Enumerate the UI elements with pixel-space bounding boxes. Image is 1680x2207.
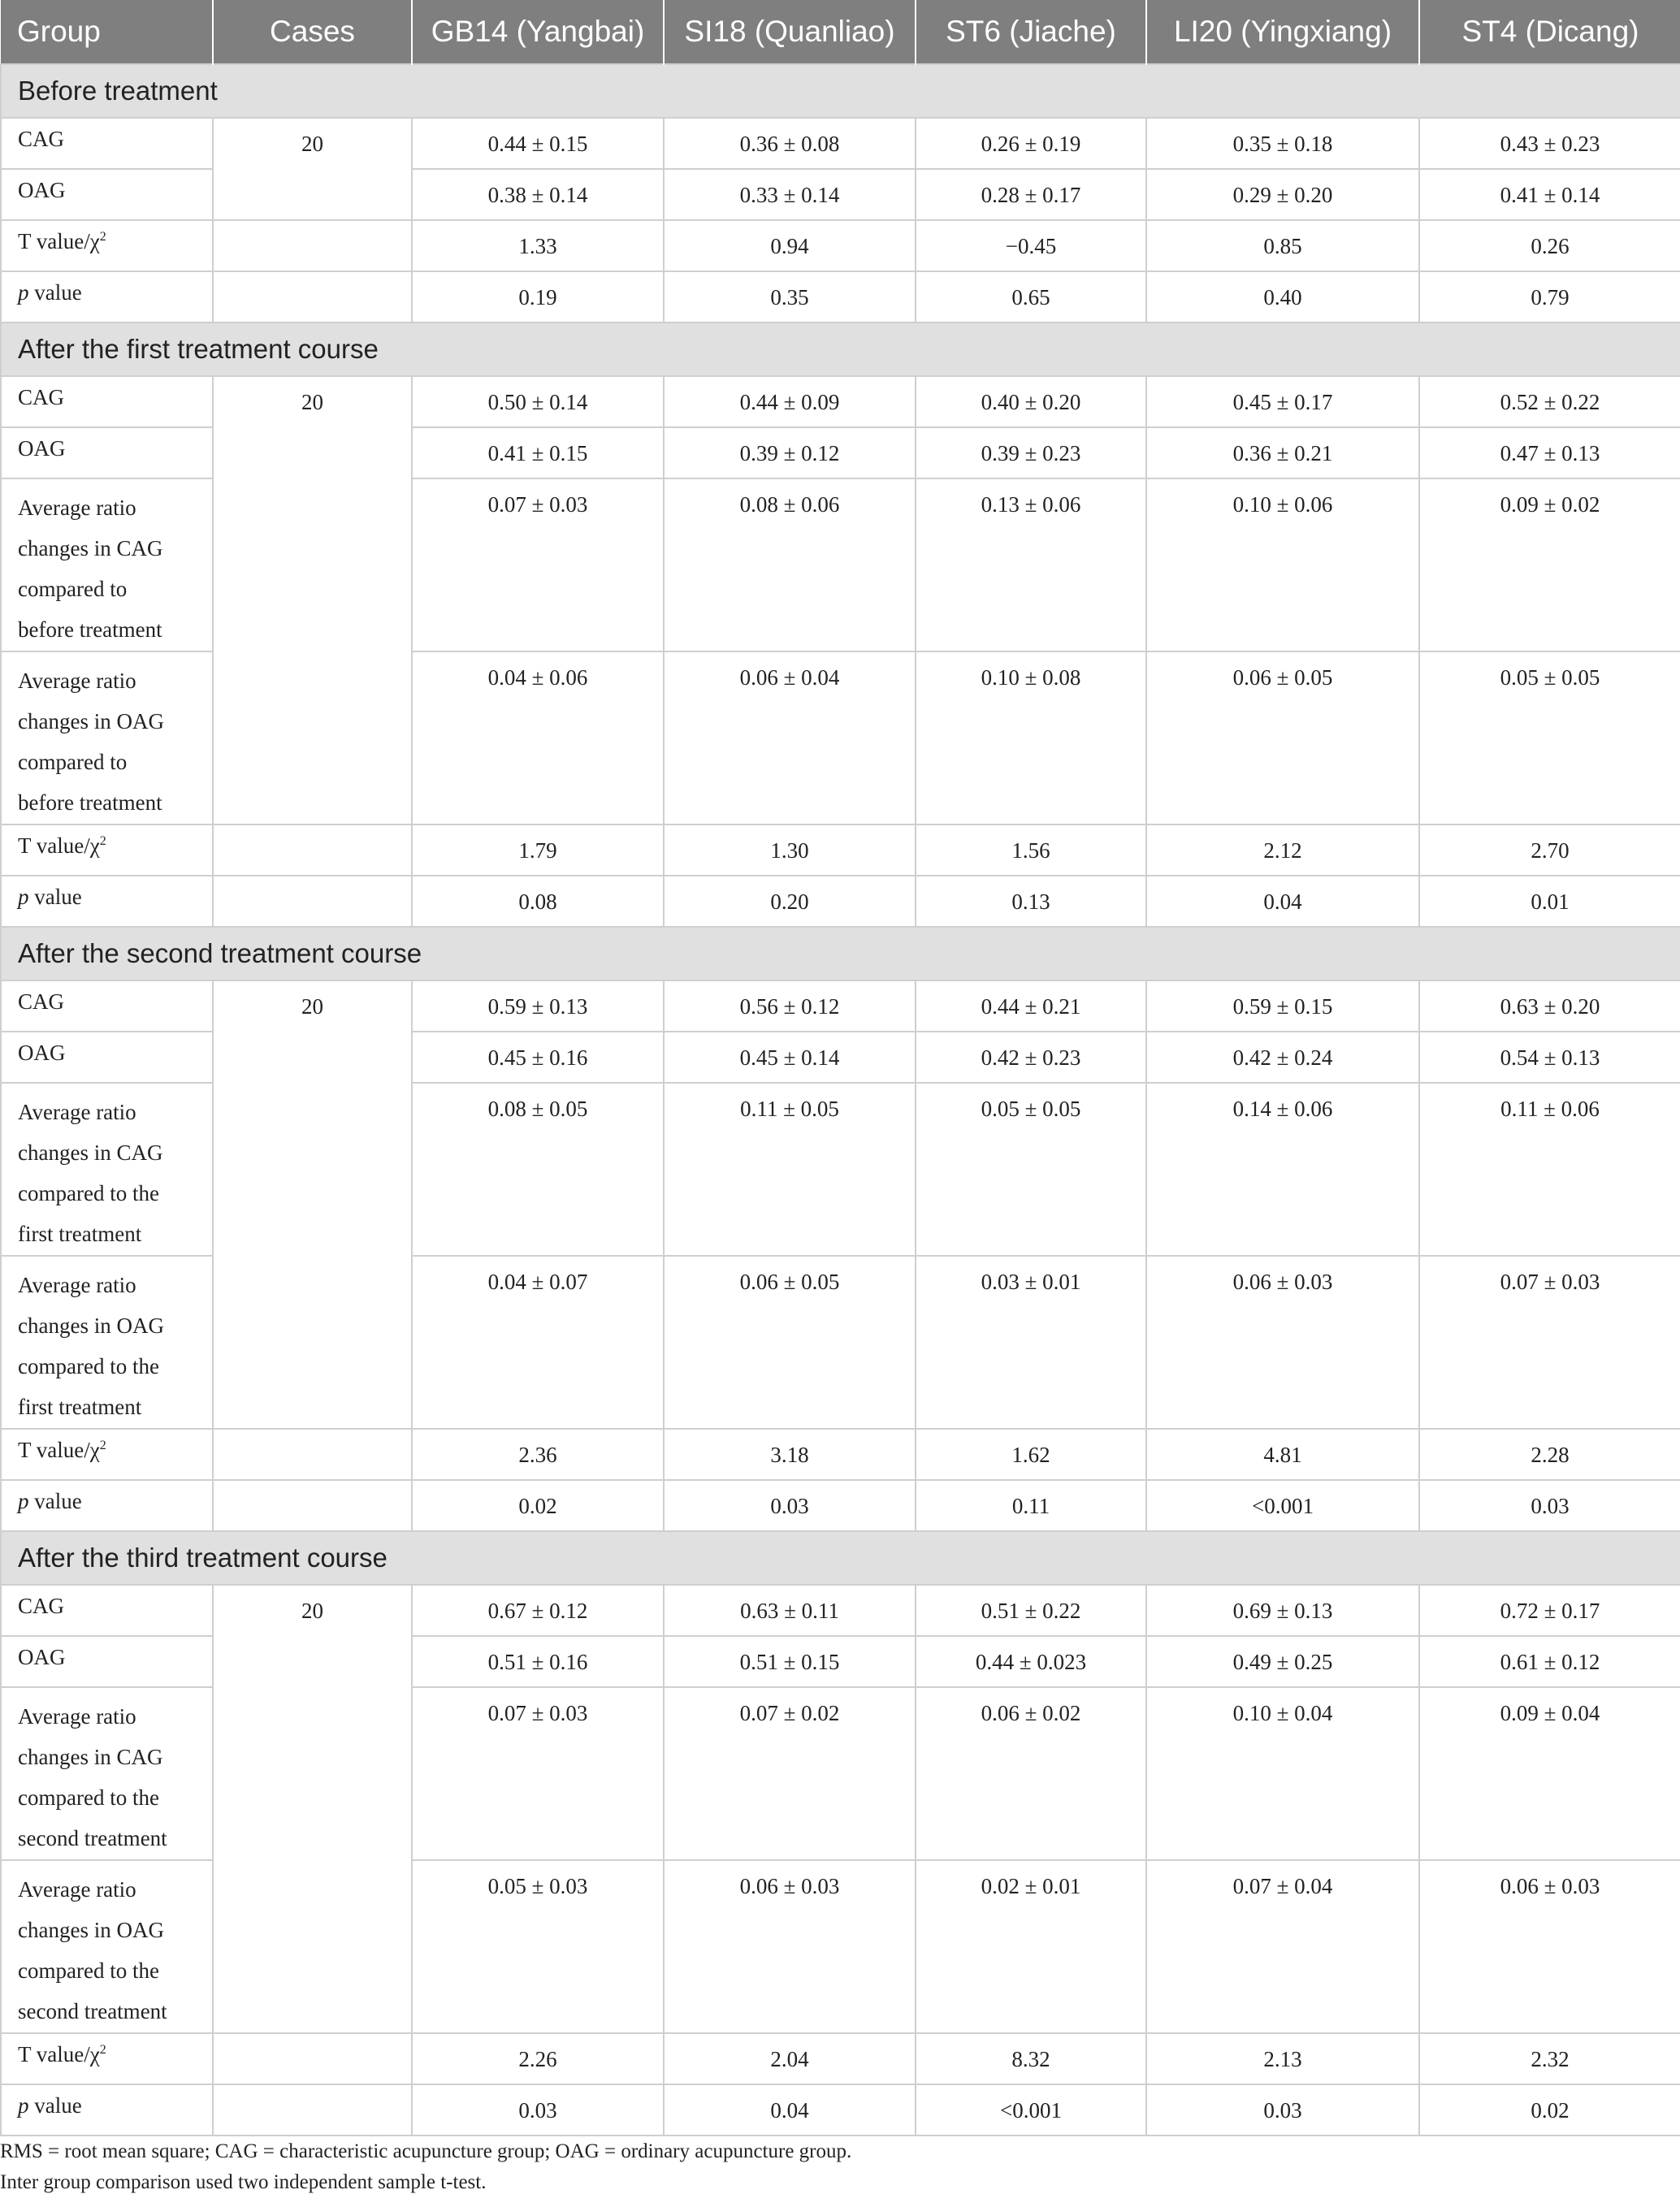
value-cell: 2.12	[1146, 824, 1419, 876]
header-li20: LI20 (Yingxiang)	[1146, 0, 1419, 64]
cases-cell-empty	[213, 2033, 412, 2084]
footnote-method: Inter group comparison used two independent sample t-test.	[0, 2171, 487, 2193]
value-cell: 0.52 ± 0.22	[1419, 376, 1680, 427]
header-group: Group	[1, 0, 213, 64]
value-cell: 1.56	[916, 824, 1146, 876]
value-cell: 0.14 ± 0.06	[1146, 1083, 1419, 1256]
value-cell: 0.06 ± 0.03	[1146, 1256, 1419, 1429]
row-label-text: OAG	[18, 1041, 66, 1065]
value-cell: 0.06 ± 0.04	[664, 651, 916, 824]
value-cell: 0.01	[1419, 876, 1680, 927]
value-cell: 0.05 ± 0.05	[916, 1083, 1146, 1256]
value-cell: 0.11 ± 0.05	[664, 1083, 916, 1256]
row-label-text: CAG	[18, 1594, 65, 1618]
row-label-line: compared to the	[18, 1181, 159, 1205]
value-cell: 0.10 ± 0.08	[916, 651, 1146, 824]
value-cell: 2.28	[1419, 1429, 1680, 1480]
value-cell: 2.32	[1419, 2033, 1680, 2084]
cases-cell: 20	[213, 376, 412, 824]
value-cell: 0.03	[664, 1480, 916, 1531]
value-cell: −0.45	[916, 220, 1146, 271]
cases-cell-empty	[213, 271, 412, 322]
row-label-line: changes in OAG	[18, 709, 164, 734]
value-cell: 0.02 ± 0.01	[916, 1860, 1146, 2033]
header-cases: Cases	[213, 0, 412, 64]
row-label	[1, 478, 213, 651]
value-cell: 2.70	[1419, 824, 1680, 876]
header-st4: ST4 (Dicang)	[1419, 0, 1680, 64]
row-label-text: value	[28, 2093, 82, 2118]
value-cell: 0.10 ± 0.04	[1146, 1687, 1419, 1860]
cases-cell: 20	[213, 118, 412, 220]
row-label-line: Average ratio	[18, 1877, 136, 1902]
value-cell: 0.51 ± 0.22	[916, 1585, 1146, 1636]
value-cell: 1.30	[664, 824, 916, 876]
row-label-line: first treatment	[18, 1395, 142, 1419]
section-title: After the third treatment course	[1, 1531, 1680, 1585]
value-cell: 0.39 ± 0.12	[664, 427, 916, 478]
cases-cell: 20	[213, 980, 412, 1429]
table-row	[1, 2084, 1680, 2136]
value-cell: 1.62	[916, 1429, 1146, 1480]
value-cell: 1.79	[412, 824, 664, 876]
row-label	[1, 2084, 213, 2136]
value-cell: 0.10 ± 0.06	[1146, 478, 1419, 651]
value-cell: 0.35	[664, 271, 916, 322]
value-cell: 0.39 ± 0.23	[916, 427, 1146, 478]
table-row	[1, 824, 1680, 876]
row-label	[1, 1032, 213, 1083]
row-label-line: Average ratio	[18, 495, 136, 520]
header-row	[1, 0, 1680, 64]
row-label	[1, 1636, 213, 1687]
row-label-text: T value/χ	[18, 1438, 100, 1462]
table-row	[1, 2033, 1680, 2084]
value-cell: 0.29 ± 0.20	[1146, 169, 1419, 220]
row-label-superscript: 2	[99, 834, 106, 848]
header-gb14: GB14 (Yangbai)	[412, 0, 664, 64]
value-cell: 0.02	[412, 1480, 664, 1531]
value-cell: 2.36	[412, 1429, 664, 1480]
table-row	[1, 220, 1680, 271]
row-label-line: before treatment	[18, 617, 162, 642]
value-cell: 0.51 ± 0.16	[412, 1636, 664, 1687]
value-cell: 0.41 ± 0.15	[412, 427, 664, 478]
table-row	[1, 876, 1680, 927]
row-label-line: compared to the	[18, 1958, 159, 1983]
row-label	[1, 169, 213, 220]
table-row	[1, 376, 1680, 427]
row-label-superscript: 2	[99, 1439, 106, 1452]
value-cell: 0.36 ± 0.21	[1146, 427, 1419, 478]
value-cell: 0.44 ± 0.15	[412, 118, 664, 169]
value-cell: 0.79	[1419, 271, 1680, 322]
row-label	[1, 1256, 213, 1429]
value-cell: 0.26	[1419, 220, 1680, 271]
value-cell: 0.13	[916, 876, 1146, 927]
row-label	[1, 980, 213, 1032]
cases-cell-empty	[213, 2084, 412, 2136]
section-title: After the second treatment course	[1, 927, 1680, 980]
value-cell: 0.11 ± 0.06	[1419, 1083, 1680, 1256]
row-label-line: compared to	[18, 750, 128, 774]
value-cell: 0.69 ± 0.13	[1146, 1585, 1419, 1636]
value-cell: 2.04	[664, 2033, 916, 2084]
row-label-text: value	[28, 280, 82, 305]
value-cell: 0.26 ± 0.19	[916, 118, 1146, 169]
value-cell: 0.04	[664, 2084, 916, 2136]
value-cell: 0.49 ± 0.25	[1146, 1636, 1419, 1687]
row-label-text: CAG	[18, 385, 65, 409]
row-label	[1, 271, 213, 322]
cases-cell-empty	[213, 1429, 412, 1480]
value-cell: 0.09 ± 0.04	[1419, 1687, 1680, 1860]
cases-cell-empty	[213, 824, 412, 876]
section-header-row	[1, 927, 1680, 980]
value-cell: 0.65	[916, 271, 1146, 322]
value-cell: 0.08 ± 0.05	[412, 1083, 664, 1256]
row-label-italic: p	[18, 885, 29, 909]
row-label-text: value	[28, 1489, 82, 1513]
value-cell: 0.20	[664, 876, 916, 927]
value-cell: <0.001	[916, 2084, 1146, 2136]
value-cell: 0.19	[412, 271, 664, 322]
value-cell: 0.40	[1146, 271, 1419, 322]
section-header-row	[1, 1531, 1680, 1585]
value-cell: 0.07 ± 0.03	[412, 1687, 664, 1860]
row-label	[1, 824, 213, 876]
row-label-italic: p	[18, 280, 29, 305]
row-label-text: CAG	[18, 127, 65, 151]
row-label-line: compared to the	[18, 1785, 159, 1810]
cases-cell-empty	[213, 1480, 412, 1531]
row-label-text: T value/χ	[18, 229, 100, 253]
value-cell: 0.44 ± 0.023	[916, 1636, 1146, 1687]
row-label	[1, 1687, 213, 1860]
header-si18: SI18 (Quanliao)	[664, 0, 916, 64]
row-label-text: T value/χ	[18, 2042, 100, 2066]
value-cell: 0.40 ± 0.20	[916, 376, 1146, 427]
value-cell: 0.61 ± 0.12	[1419, 1636, 1680, 1687]
table-row	[1, 271, 1680, 322]
value-cell: 0.11	[916, 1480, 1146, 1531]
row-label-italic: p	[18, 1489, 29, 1513]
table-row	[1, 1429, 1680, 1480]
value-cell: 0.08 ± 0.06	[664, 478, 916, 651]
table-footnotes	[0, 2136, 851, 2198]
value-cell: 0.06 ± 0.05	[664, 1256, 916, 1429]
value-cell: 0.56 ± 0.12	[664, 980, 916, 1032]
value-cell: 0.13 ± 0.06	[916, 478, 1146, 651]
value-cell: 2.26	[412, 2033, 664, 2084]
value-cell: 0.45 ± 0.14	[664, 1032, 916, 1083]
value-cell: 0.06 ± 0.03	[664, 1860, 916, 2033]
value-cell: 0.04 ± 0.07	[412, 1256, 664, 1429]
value-cell: 0.72 ± 0.17	[1419, 1585, 1680, 1636]
value-cell: 0.59 ± 0.15	[1146, 980, 1419, 1032]
row-label-line: Average ratio	[18, 1704, 136, 1729]
value-cell: 0.94	[664, 220, 916, 271]
row-label	[1, 651, 213, 824]
value-cell: 0.63 ± 0.11	[664, 1585, 916, 1636]
section-header-row	[1, 64, 1680, 118]
row-label	[1, 220, 213, 271]
value-cell: 0.38 ± 0.14	[412, 169, 664, 220]
value-cell: 0.03 ± 0.01	[916, 1256, 1146, 1429]
row-label	[1, 427, 213, 478]
row-label-line: Average ratio	[18, 1273, 136, 1297]
row-label-line: changes in CAG	[18, 536, 163, 560]
row-label	[1, 876, 213, 927]
value-cell: 0.06 ± 0.02	[916, 1687, 1146, 1860]
section-title: After the first treatment course	[1, 322, 1680, 376]
cases-cell-empty	[213, 220, 412, 271]
row-label-line: compared to	[18, 577, 128, 601]
value-cell: 0.07 ± 0.03	[412, 478, 664, 651]
row-label	[1, 1860, 213, 2033]
value-cell: 0.44 ± 0.09	[664, 376, 916, 427]
value-cell: 0.43 ± 0.23	[1419, 118, 1680, 169]
value-cell: 0.02	[1419, 2084, 1680, 2136]
table-row	[1, 1480, 1680, 1531]
value-cell: 0.03	[1146, 2084, 1419, 2136]
row-label-line: before treatment	[18, 790, 162, 815]
value-cell: 0.41 ± 0.14	[1419, 169, 1680, 220]
value-cell: 0.45 ± 0.16	[412, 1032, 664, 1083]
cases-cell-empty	[213, 876, 412, 927]
cases-cell: 20	[213, 1585, 412, 2033]
value-cell: 4.81	[1146, 1429, 1419, 1480]
value-cell: 0.03	[1419, 1480, 1680, 1531]
header-st6: ST6 (Jiache)	[916, 0, 1146, 64]
value-cell: 0.07 ± 0.04	[1146, 1860, 1419, 2033]
value-cell: 0.50 ± 0.14	[412, 376, 664, 427]
value-cell: 0.07 ± 0.03	[1419, 1256, 1680, 1429]
row-label-superscript: 2	[99, 2043, 106, 2057]
value-cell: <0.001	[1146, 1480, 1419, 1531]
row-label-line: changes in CAG	[18, 1140, 163, 1165]
row-label-text: value	[28, 885, 82, 909]
value-cell: 0.09 ± 0.02	[1419, 478, 1680, 651]
section-header-row	[1, 322, 1680, 376]
value-cell: 1.33	[412, 220, 664, 271]
value-cell: 0.05 ± 0.05	[1419, 651, 1680, 824]
row-label-text: T value/χ	[18, 833, 100, 858]
row-label	[1, 376, 213, 427]
value-cell: 0.33 ± 0.14	[664, 169, 916, 220]
footnote-abbreviations: RMS = root mean square; CAG = characteristic acupuncture group; OAG = ordinary acupuncture group.	[0, 2140, 852, 2162]
row-label-line: first treatment	[18, 1222, 142, 1246]
value-cell: 0.28 ± 0.17	[916, 169, 1146, 220]
row-label-superscript: 2	[99, 230, 106, 244]
row-label-text: OAG	[18, 1645, 66, 1669]
row-label-text: CAG	[18, 989, 65, 1014]
value-cell: 0.35 ± 0.18	[1146, 118, 1419, 169]
table-row	[1, 118, 1680, 169]
section-title: Before treatment	[1, 64, 1680, 118]
value-cell: 0.07 ± 0.02	[664, 1687, 916, 1860]
value-cell: 0.05 ± 0.03	[412, 1860, 664, 2033]
value-cell: 0.85	[1146, 220, 1419, 271]
value-cell: 0.63 ± 0.20	[1419, 980, 1680, 1032]
value-cell: 8.32	[916, 2033, 1146, 2084]
value-cell: 0.03	[412, 2084, 664, 2136]
value-cell: 0.51 ± 0.15	[664, 1636, 916, 1687]
value-cell: 0.42 ± 0.24	[1146, 1032, 1419, 1083]
row-label-text: OAG	[18, 178, 66, 202]
row-label	[1, 2033, 213, 2084]
table-row	[1, 1585, 1680, 1636]
row-label-line: changes in OAG	[18, 1313, 164, 1338]
row-label	[1, 1429, 213, 1480]
value-cell: 0.06 ± 0.03	[1419, 1860, 1680, 2033]
value-cell: 0.06 ± 0.05	[1146, 651, 1419, 824]
row-label-line: changes in OAG	[18, 1918, 164, 1942]
value-cell: 0.08	[412, 876, 664, 927]
value-cell: 0.45 ± 0.17	[1146, 376, 1419, 427]
row-label-line: Average ratio	[18, 669, 136, 693]
row-label	[1, 118, 213, 169]
row-label	[1, 1585, 213, 1636]
value-cell: 2.13	[1146, 2033, 1419, 2084]
row-label-line: changes in CAG	[18, 1745, 163, 1769]
value-cell: 0.59 ± 0.13	[412, 980, 664, 1032]
value-cell: 0.44 ± 0.21	[916, 980, 1146, 1032]
value-cell: 0.67 ± 0.12	[412, 1585, 664, 1636]
row-label-italic: p	[18, 2093, 29, 2118]
table-row	[1, 980, 1680, 1032]
row-label-text: OAG	[18, 436, 66, 461]
value-cell: 0.04 ± 0.06	[412, 651, 664, 824]
value-cell: 3.18	[664, 1429, 916, 1480]
value-cell: 0.47 ± 0.13	[1419, 427, 1680, 478]
row-label-line: second treatment	[18, 1999, 167, 2023]
row-label	[1, 1480, 213, 1531]
row-label	[1, 1083, 213, 1256]
value-cell: 0.42 ± 0.23	[916, 1032, 1146, 1083]
value-cell: 0.04	[1146, 876, 1419, 927]
value-cell: 0.54 ± 0.13	[1419, 1032, 1680, 1083]
value-cell: 0.36 ± 0.08	[664, 118, 916, 169]
row-label-line: compared to the	[18, 1354, 159, 1378]
row-label-line: second treatment	[18, 1826, 167, 1850]
row-label-line: Average ratio	[18, 1100, 136, 1124]
